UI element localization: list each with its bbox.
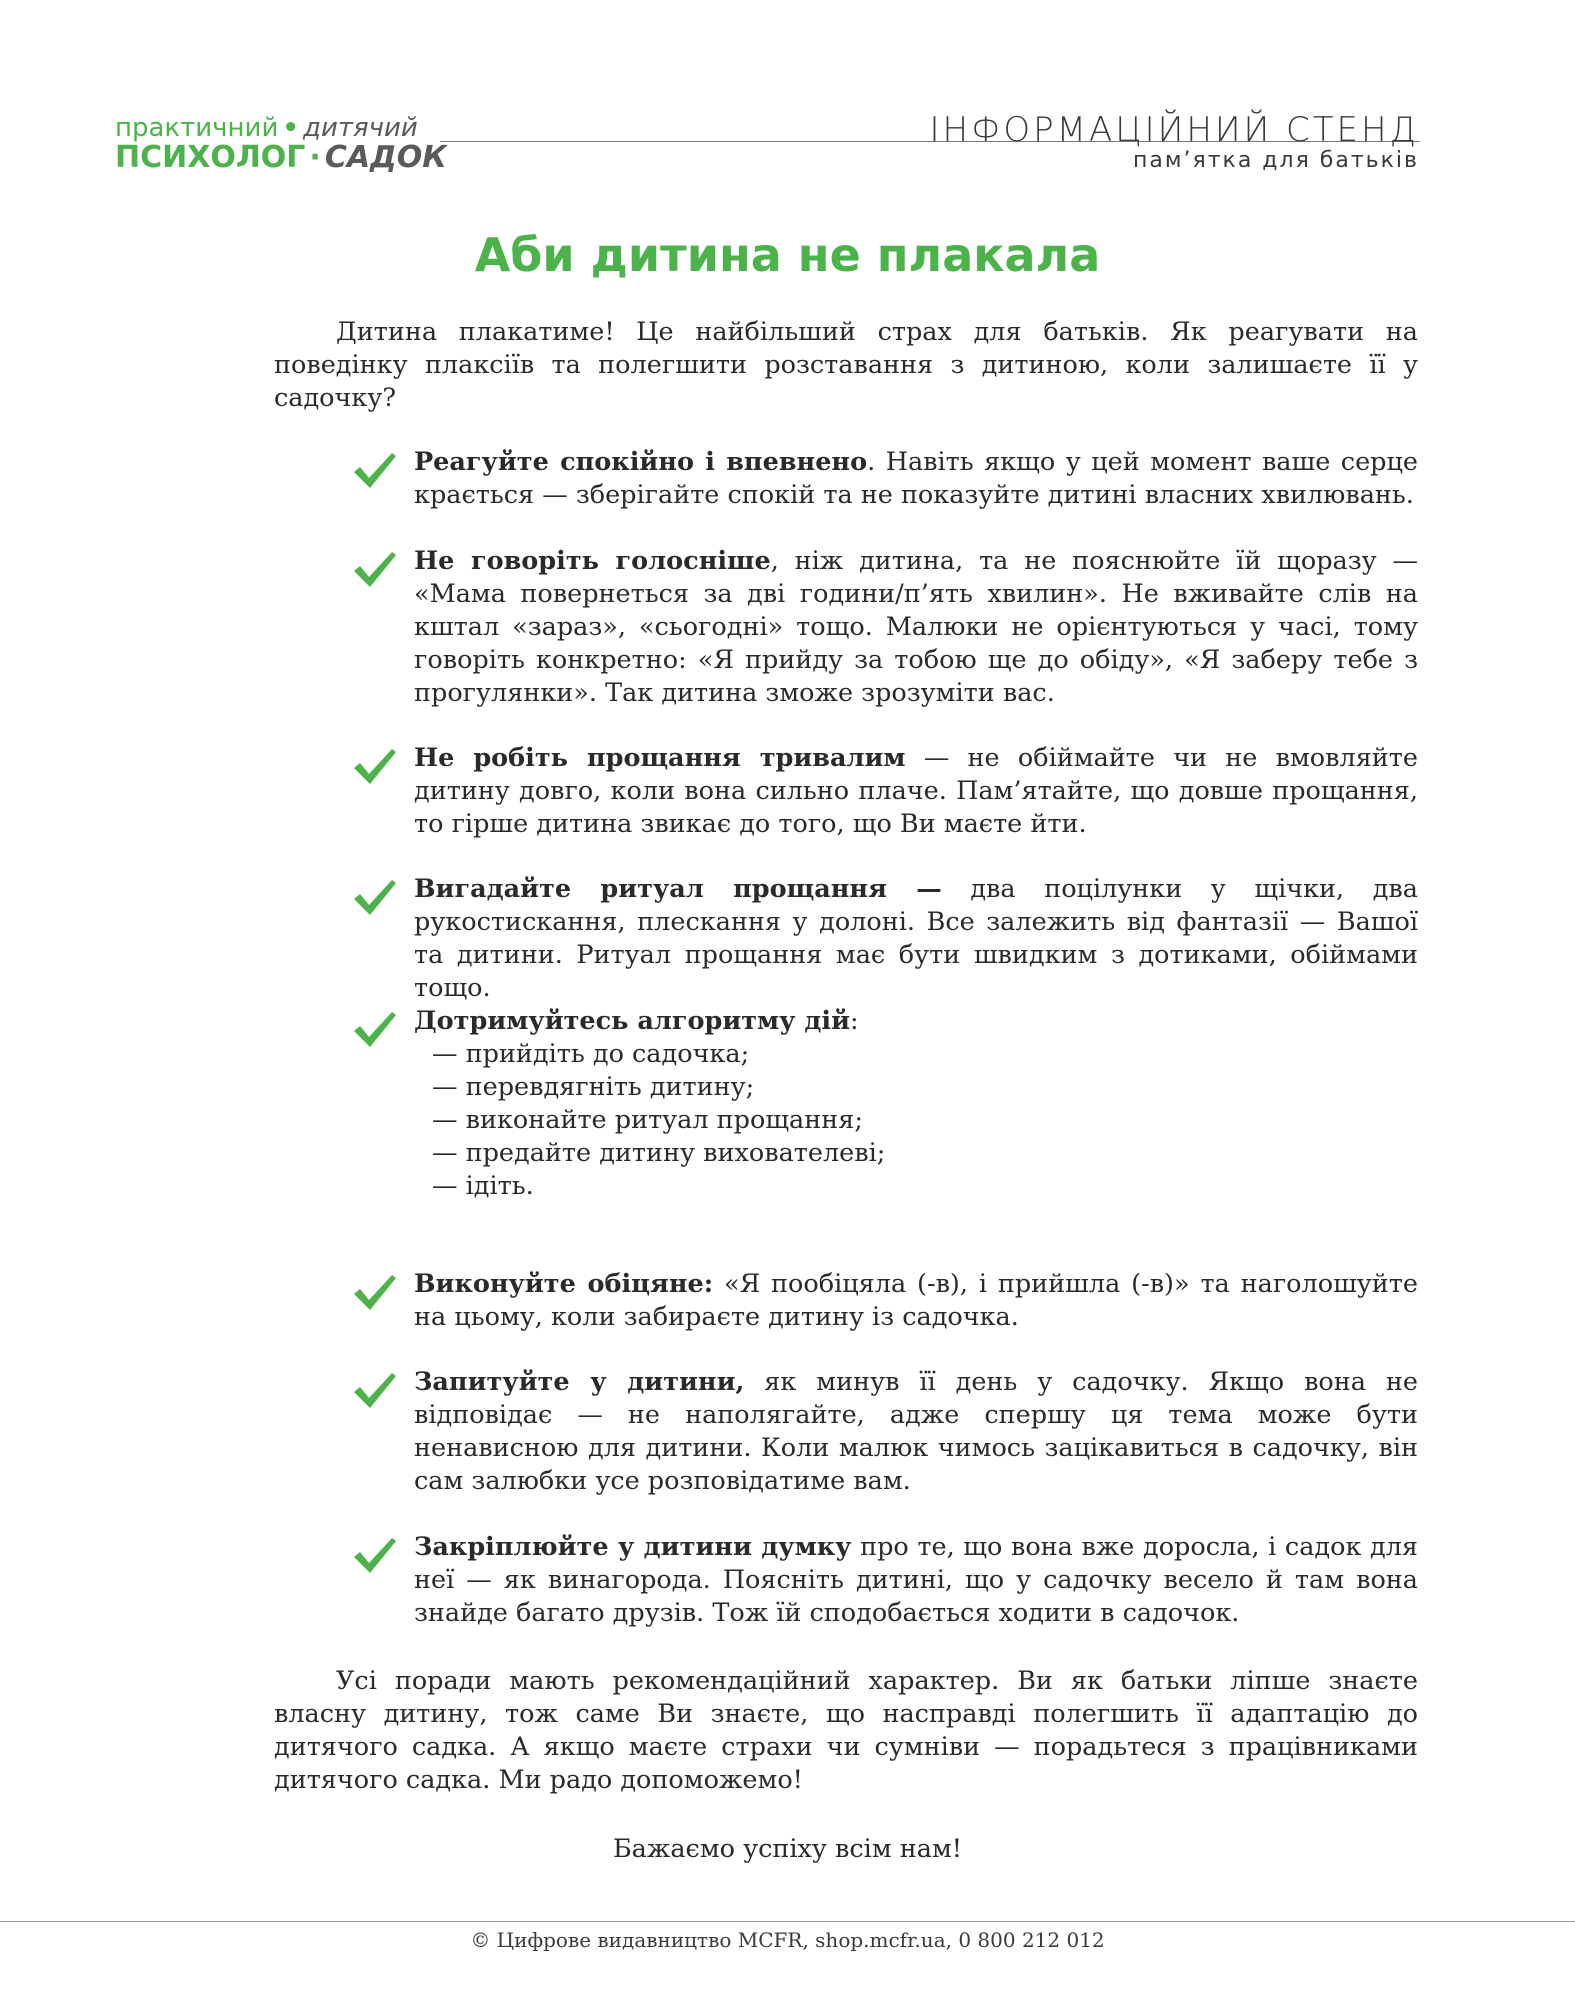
tip-body: : xyxy=(849,1006,859,1036)
logo-dot: · xyxy=(309,140,321,175)
algorithm-step: — прийдіть до садочка; xyxy=(432,1039,750,1069)
tip-body: два поцілунки у щічки, два рукостискання, плескання у долоні. Все залежить від фантазії — Вашої та дитини. Ритуал прощання має бути швидким з дотиками, обіймами тощо. xyxy=(414,874,1418,1003)
algorithm-step: — предайте дитину вихователеві; xyxy=(432,1138,886,1168)
tip-item xyxy=(352,1005,1418,1203)
tip-heading: Дотримуйтесь алгоритму дій xyxy=(414,1006,850,1036)
logo-dot: • xyxy=(282,113,299,143)
logo-word-kindergarten: САДОК xyxy=(324,140,447,175)
tip-item xyxy=(352,545,1418,710)
checkmark-icon xyxy=(352,549,398,589)
checkmark-icon xyxy=(352,1009,398,1049)
intro-paragraph: Дитина плакатиме! Це найбільший страх для батьків. Як реагувати на поведінку плаксіїв та полегшити розставання з дитиною, коли залишаєте її у садочку? xyxy=(274,317,1418,413)
logo-word-psychologist: ПСИХОЛОГ xyxy=(115,140,306,175)
tip-item xyxy=(352,1268,1418,1334)
tip-heading: Запитуйте у дитини, xyxy=(414,1367,745,1397)
checkmark-icon xyxy=(352,1535,398,1575)
checkmark-icon xyxy=(352,877,398,917)
tip-heading: Вигадайте ритуал прощання — xyxy=(414,874,942,904)
tip-text xyxy=(414,873,1418,1005)
tip-heading: Реагуйте спокійно і впевнено xyxy=(414,447,868,477)
checkmark-icon xyxy=(352,1272,398,1312)
tip-text xyxy=(414,1005,1418,1203)
tip-item xyxy=(352,1366,1418,1498)
tip-text xyxy=(414,446,1418,512)
tip-body: — не обіймайте чи не вмовляйте дитину довго, коли вона сильно плаче. Пам’ятайте, що довше прощання, то гірше дитина звикає до того, що Ви маєте йти. xyxy=(414,743,1418,839)
tip-body: «Я пообіцяла (-в), і прийшла (-в)» та наголошуйте на цьому, коли забираєте дитину із садочка. xyxy=(414,1269,1418,1332)
tip-item xyxy=(352,873,1418,1005)
algorithm-step: — ідіть. xyxy=(432,1171,534,1201)
tip-item xyxy=(352,1531,1418,1630)
page-title: Аби дитина не плакала xyxy=(474,228,1101,282)
tip-heading: Виконуйте обіцяне: xyxy=(414,1269,714,1299)
logo-word-childrens: дитячий xyxy=(302,113,418,143)
tip-heading: Не говоріть голосніше xyxy=(414,546,771,576)
footer-divider xyxy=(0,1921,1575,1922)
checkmark-icon xyxy=(352,746,398,786)
tip-item xyxy=(352,446,1418,512)
tip-body: , ніж дитина, та не пояснюйте їй щоразу — «Мама повернеться за дві години/п’ять хвилин». Не вживайте слів на кштал «зараз», «сьогодні» тощо. Малюки не орієнтуються у часі, тому говоріть конкретно: «Я прийду за тобою ще до обіду», «Я заберу тебе з прогулянки». Так дитина зможе зрозуміти вас. xyxy=(414,546,1418,708)
tip-body: про те, що вона вже доросла, і садок для неї — як винагорода. Поясніть дитині, що у садочку весело й там вона знайде багато друзів. Тож їй сподобається ходити в садочок. xyxy=(414,1532,1418,1628)
tip-heading: Не робіть прощання тривалим xyxy=(414,743,906,773)
tip-text xyxy=(414,1531,1418,1630)
checkmark-icon xyxy=(352,1370,398,1410)
algorithm-step: — виконайте ритуал прощання; xyxy=(432,1105,863,1135)
algorithm-steps xyxy=(414,1038,1418,1203)
header-title: ІНФОРМАЦІЙНИЙ СТЕНД xyxy=(929,110,1419,150)
closing-line: Бажаємо успіху всім нам! xyxy=(612,1834,963,1864)
tip-text xyxy=(414,1366,1418,1498)
footer-copyright: © Цифрове видавництво MCFR, shop.mcfr.ua, 0 800 212 012 xyxy=(470,1928,1105,1952)
tip-text xyxy=(414,545,1418,710)
logo-word-practical: практичний xyxy=(115,113,279,143)
publisher-logo xyxy=(115,115,447,173)
outro-paragraph: Усі поради мають рекомендаційний характер. Ви як батьки ліпше знаєте власну дитину, тож саме Ви знаєте, що насправді полегшить її адаптацію до дитячого садка. А якщо маєте страхи чи сумніви — порадьтеся з працівниками дитячого садка. Ми радо допоможемо! xyxy=(274,1666,1418,1795)
tip-text xyxy=(414,742,1418,841)
tip-body: як минув її день у садочку. Якщо вона не відповідає — не наполягайте, адже спершу ця тема може бути ненависною для дитини. Коли малюк чимось зацікавиться в садочку, він сам залюбки усе розповідатиме вам. xyxy=(414,1367,1418,1496)
tip-text xyxy=(414,1268,1418,1334)
checkmark-icon xyxy=(352,450,398,490)
tip-item xyxy=(352,742,1418,841)
header-subtitle: пам’ятка для батьків xyxy=(1133,148,1419,173)
algorithm-step: — перевдягніть дитину; xyxy=(432,1072,755,1102)
tip-body: . Навіть якщо у цей момент ваше серце крається — зберігайте спокій та не показуйте дитині власних хвилювань. xyxy=(414,447,1418,510)
tip-heading: Закріплюйте у дитини думку xyxy=(414,1532,852,1562)
